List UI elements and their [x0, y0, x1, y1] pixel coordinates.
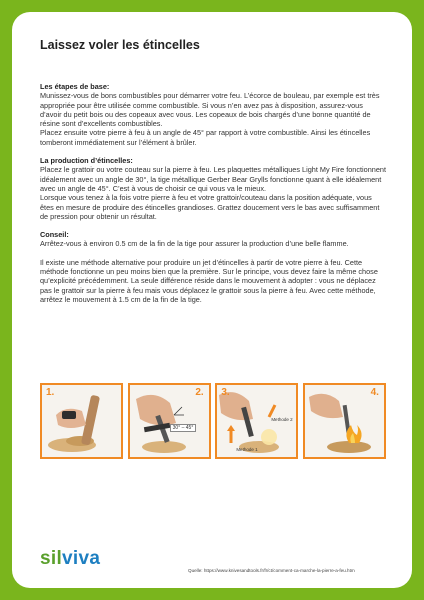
method-2-label: Methode 2	[271, 417, 293, 422]
logo-part: viva	[62, 548, 101, 569]
step-image-4	[303, 383, 386, 459]
step-number: 3.	[221, 387, 230, 398]
angle-label: 30° – 45°	[170, 424, 197, 432]
method-1-label: Methode 1	[236, 447, 258, 452]
step-image-2	[128, 383, 211, 459]
step-image-1	[40, 383, 123, 459]
body-text	[40, 82, 386, 313]
step-number: 4.	[370, 387, 379, 398]
paragraph: Lorsque vous tenez à la fois votre pierre à feu et votre grattoir/couteau dans la position adéquate, vous êtes en mesure de produire des étincelles grandioses. Grattez doucement vers le bas avec suffisamment de pression pour obtenir un résultat.	[40, 193, 380, 221]
logo-part: sil	[40, 548, 63, 569]
step-number: 2.	[195, 387, 204, 398]
document-card	[12, 12, 412, 588]
step-illustrations	[40, 383, 386, 459]
paragraph: Il existe une méthode alternative pour produire un jet d’étincelles à partir de votre pierre à feu. Cette méthode fonctionne un peu moins bien que la première. Sur le principe, vous devez faire la même chose qu’explicité précédemment. La seule différence réside dans le mouvement à adopter : vous ne déplacez pas le grattoir sur la pierre à feu mais vous déplacez le grattoir sous la pierre à feu. Avec cette méthode, arrêtez le mouvement à 1.5 cm de la fin de la tige.	[40, 257, 378, 304]
step-image-3	[215, 383, 298, 459]
section-tip	[40, 230, 386, 249]
section-heading: La production d’étincelles:	[40, 156, 133, 166]
section-production	[40, 156, 386, 221]
silviva-logo	[40, 548, 100, 570]
section-alternative	[40, 258, 386, 304]
step-number: 1.	[46, 387, 55, 398]
section-basics	[40, 82, 386, 147]
section-heading: Conseil:	[40, 230, 69, 240]
paragraph: Placez ensuite votre pierre à feu à un angle de 45° par rapport à votre combustible. Ainsi les étincelles tomberont immédiatement sur l’élément à brûler.	[40, 128, 371, 147]
paragraph: Munissez-vous de bons combustibles pour démarrer votre feu. L’écorce de bouleau, par exemple est très appropriée pour être utilisée comme combustible. Si vous n’en avez pas à disposition, assurez-vous d’avoir du petit bois ou des copeaux avec vous. Les copeaux de bois chargés d’une bonne quantité de résine sont d’excellents combustibles.	[40, 91, 380, 129]
source-citation: Quelle: https://www.knivesandtools.fr/fr/ct/comment-ca-marche-la-pierre-a-feu.htm	[188, 568, 355, 573]
paragraph: Arrêtez-vous à environ 0.5 cm de la fin de la tige pour assurer la production d’une belle flamme.	[40, 239, 349, 249]
page-title: Laissez voler les étincelles	[40, 38, 200, 52]
paragraph: Placez le grattoir ou votre couteau sur la pierre à feu. Les plaquettes métalliques Light My Fire fonctionnent idéalement avec un angle de 30°, la tige métallique Gerber Bear Grylls fonctionne quant à elle idéalement avec un angle de 45°. C’est à vous de choisir ce qui vous va le mieux.	[40, 165, 386, 193]
section-heading: Les étapes de base:	[40, 82, 110, 91]
